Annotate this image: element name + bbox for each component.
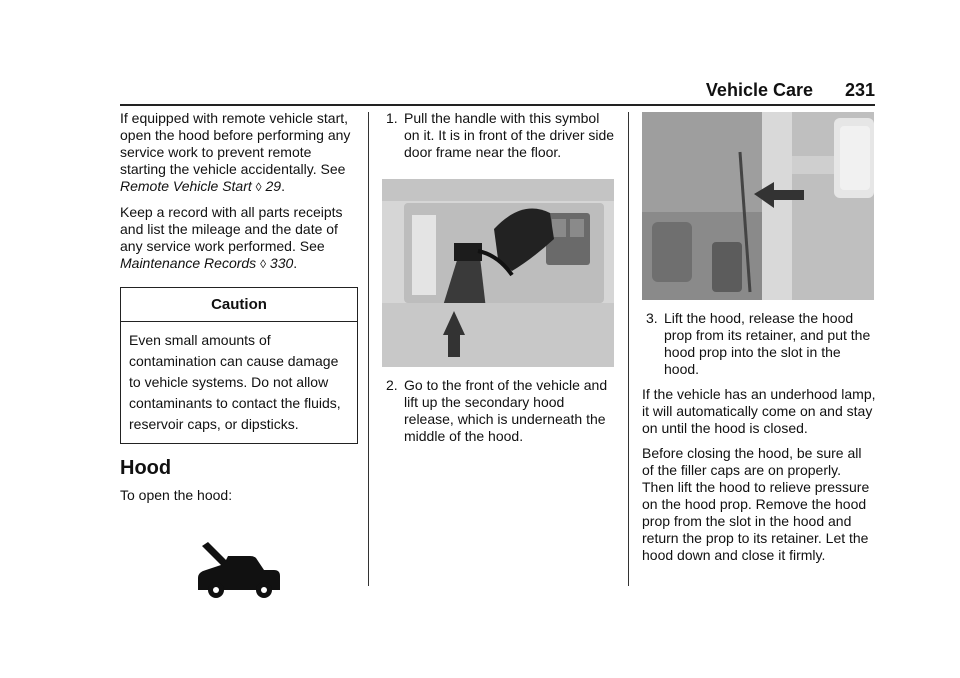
hood-release-icon	[194, 540, 284, 600]
step-text: Lift the hood, release the hood prop from its retainer, and put the hood prop into the slot in the hood.	[664, 310, 871, 377]
maintenance-records-link[interactable]: Maintenance Records	[120, 255, 257, 271]
step-number: 1.	[386, 110, 398, 126]
hood-intro: To open the hood:	[120, 487, 233, 503]
caution-title: Caution	[121, 288, 357, 322]
page-ref-arrow-icon: ◊	[255, 180, 262, 194]
section-title: Vehicle Care	[705, 80, 813, 100]
page-ref-arrow-icon: ◊	[260, 257, 267, 271]
step-1	[382, 110, 618, 161]
column-3	[642, 110, 876, 572]
records-paragraph: Keep a record with all parts receipts and list the mileage and the date of any service work performed. See Maintenance Records ◊ 330.	[120, 204, 343, 271]
caution-box	[120, 287, 358, 444]
step-text: Pull the handle with this symbol on it. It is in front of the driver side door frame near the floor.	[404, 110, 615, 160]
remote-start-page-ref[interactable]: 29	[265, 178, 282, 194]
hood-release-handle-photo	[382, 179, 614, 367]
column-1	[120, 110, 358, 600]
column-divider	[628, 112, 629, 586]
column-divider	[368, 112, 369, 586]
remote-start-paragraph: If equipped with remote vehicle start, open the hood before performing any service work to prevent remote starting the vehicle accidentally. See Remote Vehicle Start ◊ 29.	[120, 110, 351, 194]
hood-heading: Hood	[120, 457, 172, 479]
step-3	[642, 310, 876, 378]
closing-hood-paragraph: Before closing the hood, be sure all of the filler caps are on properly. Then lift the hood to relieve pressure on the hood prop. Remove the hood prop from the slot in the hood and return the prop to its retainer. Let the hood down and close it firmly.	[642, 445, 870, 563]
step-number: 2.	[386, 377, 398, 393]
page-number: 231	[844, 80, 875, 100]
step-2	[382, 377, 618, 445]
step-number: 3.	[646, 310, 658, 326]
column-2	[382, 110, 618, 453]
remote-start-link[interactable]: Remote Vehicle Start	[120, 178, 252, 194]
caution-body: Even small amounts of contamination can cause damage to vehicle systems. Do not allow contaminants to contact the fluids, reservoir caps, or dipsticks.	[129, 332, 341, 432]
hood-prop-photo	[642, 112, 874, 300]
maintenance-records-page-ref[interactable]: 330	[269, 255, 294, 271]
page-header	[120, 80, 875, 106]
step-text: Go to the front of the vehicle and lift up the secondary hood release, which is underneath the middle of the hood.	[404, 377, 608, 444]
underhood-lamp-paragraph: If the vehicle has an underhood lamp, it will automatically come on and stay on until the hood is closed.	[642, 386, 876, 436]
